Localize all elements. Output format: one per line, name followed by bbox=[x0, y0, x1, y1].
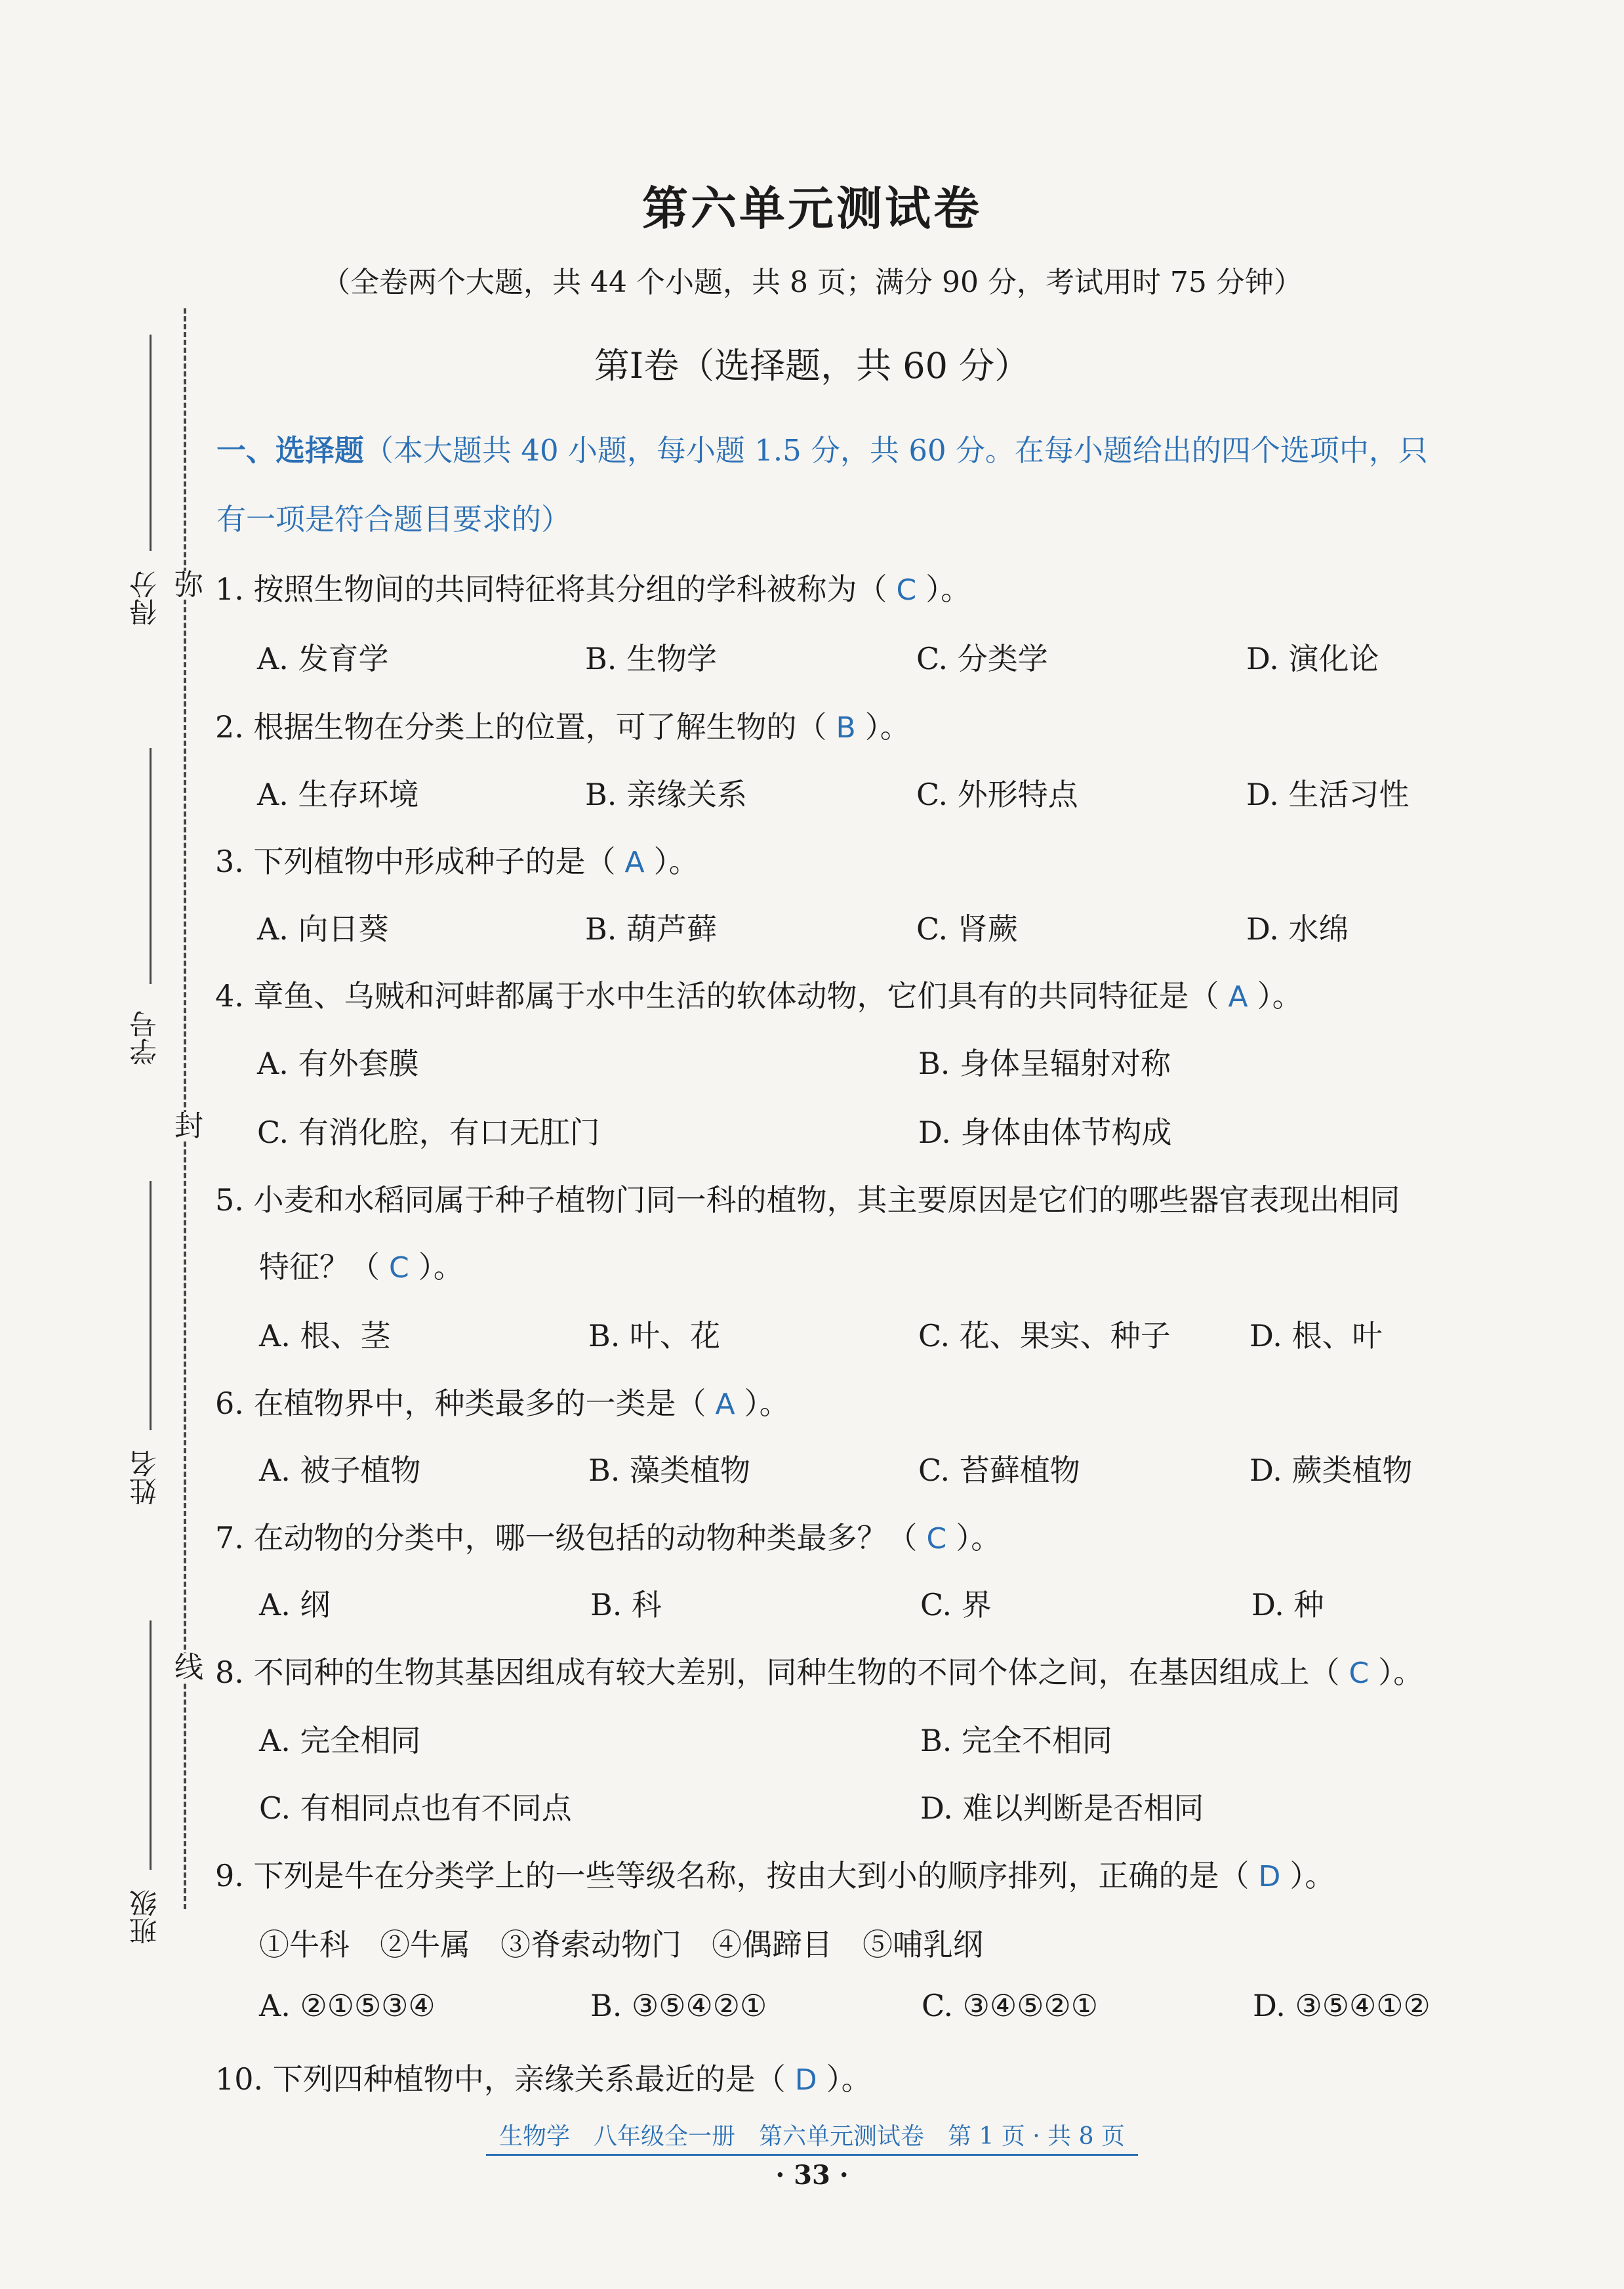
question-7: 7. 在动物的分类中，哪一级包括的动物种类最多？（ C ）。 bbox=[215, 1520, 1002, 1556]
q8-option-d: D. 难以判断是否相同 bbox=[920, 1790, 1204, 1826]
name-blank-line bbox=[150, 1181, 152, 1430]
question-4: 4. 章鱼、乌贼和河蚌都属于水中生活的软体动物，它们具有的共同特征是（ A ）。 bbox=[215, 978, 1303, 1014]
q5-option-a: A. 根、茎 bbox=[259, 1318, 391, 1353]
q3-option-a: A. 向日葵 bbox=[257, 911, 389, 947]
question-5-line-2: 特征？（ C ）。 bbox=[259, 1249, 464, 1285]
q6-option-d: D. 蕨类植物 bbox=[1249, 1453, 1413, 1488]
q6-option-a: A. 被子植物 bbox=[259, 1453, 421, 1488]
q4-option-a: A. 有外套膜 bbox=[257, 1046, 419, 1081]
q3-option-d: D. 水绵 bbox=[1246, 911, 1349, 947]
q6-option-c: C. 苔藓植物 bbox=[918, 1453, 1080, 1488]
answer-2: B bbox=[836, 711, 856, 745]
q1-option-b: B. 生物学 bbox=[585, 641, 718, 676]
q2-option-a: A. 生存环境 bbox=[257, 777, 419, 812]
question-1: 1. 按照生物间的共同特征将其分组的学科被称为（ C ）。 bbox=[215, 571, 971, 607]
answer-1: C bbox=[896, 573, 917, 607]
q5-option-d: D. 根、叶 bbox=[1249, 1318, 1383, 1353]
q3-option-c: C. 肾蕨 bbox=[916, 911, 1018, 947]
q9-option-a: A. ②①⑤③④ bbox=[259, 1988, 436, 2023]
answer-4: A bbox=[1228, 980, 1248, 1014]
question-2: 2. 根据生物在分类上的位置，可了解生物的（ B ）。 bbox=[215, 709, 910, 745]
answer-6: A bbox=[715, 1388, 735, 1421]
student-id-label: 学号 bbox=[129, 1010, 161, 1065]
question-8: 8. 不同种的生物其基因组成有较大差别，同种生物的不同个体之间，在基因组成上（ C ）。 bbox=[215, 1655, 1424, 1690]
exam-info: （全卷两个大题，共 44 个小题，共 8 页；满分 90 分，考试用时 75 分钟） bbox=[321, 266, 1303, 299]
section-heading bbox=[216, 426, 1428, 469]
q9-option-d: D. ③⑤④①② bbox=[1253, 1988, 1431, 2023]
question-5: 5. 小麦和水稻同属于种子植物门同一科的植物，其主要原因是它们的哪些器官表现出相同 bbox=[215, 1182, 1400, 1218]
q6-option-b: B. 藻类植物 bbox=[588, 1453, 751, 1488]
section-desc-2: 有一项是符合题目要求的） bbox=[216, 502, 571, 537]
q8-option-b: B. 完全不相同 bbox=[920, 1723, 1113, 1758]
q1-option-a: A. 发育学 bbox=[257, 641, 389, 676]
q5-option-c: C. 花、果实、种子 bbox=[918, 1318, 1171, 1353]
answer-5: C bbox=[389, 1251, 409, 1285]
question-9: 9. 下列是牛在分类学上的一些等级名称，按由大到小的顺序排列，正确的是（ D ）。 bbox=[215, 1858, 1335, 1893]
q3-option-b: B. 葫芦藓 bbox=[585, 911, 718, 947]
seal-word-feng: 封 bbox=[174, 1109, 203, 1143]
answer-8: C bbox=[1349, 1657, 1370, 1690]
q4-option-d: D. 身体由体节构成 bbox=[918, 1115, 1172, 1150]
q9-option-b: B. ③⑤④②① bbox=[590, 1988, 767, 2023]
name-label: 姓名 bbox=[129, 1450, 161, 1505]
section-label: 一、选择题 bbox=[216, 433, 365, 468]
part-title: 第Ⅰ卷（选择题，共 60 分） bbox=[594, 345, 1030, 386]
answer-7: C bbox=[926, 1522, 947, 1556]
q1-option-d: D. 演化论 bbox=[1246, 641, 1379, 676]
q9-option-c: C. ③④⑤②① bbox=[922, 1988, 1098, 2023]
q1-option-c: C. 分类学 bbox=[916, 641, 1048, 676]
q4-option-b: B. 身体呈辐射对称 bbox=[918, 1046, 1171, 1081]
question-3: 3. 下列植物中形成种子的是（ A ）。 bbox=[215, 844, 699, 879]
q8-option-a: A. 完全相同 bbox=[259, 1723, 421, 1758]
q7-option-a: A. 纲 bbox=[259, 1587, 331, 1622]
q9-rank-list: ①牛科 ②牛属 ③脊索动物门 ④偶蹄目 ⑤哺乳纲 bbox=[259, 1927, 983, 1962]
q2-option-d: D. 生活习性 bbox=[1246, 777, 1410, 812]
score-label: 得分 bbox=[129, 571, 161, 626]
page-number: · 33 · bbox=[775, 2160, 849, 2191]
class-blank-line bbox=[150, 1620, 152, 1870]
q2-option-b: B. 亲缘关系 bbox=[585, 777, 748, 812]
q4-option-c: C. 有消化腔，有口无肛门 bbox=[257, 1115, 600, 1150]
q2-option-c: C. 外形特点 bbox=[916, 777, 1078, 812]
answer-3: A bbox=[624, 846, 645, 879]
page-footer: 生物学 八年级全一册 第六单元测试卷 第 1 页 · 共 8 页 bbox=[0, 2118, 1624, 2151]
answer-10: D bbox=[794, 2063, 817, 2097]
student-id-blank-line bbox=[150, 748, 152, 984]
seal-word-mi: 弥 bbox=[174, 568, 203, 602]
q7-option-c: C. 界 bbox=[920, 1587, 992, 1622]
q5-option-b: B. 叶、花 bbox=[588, 1318, 721, 1353]
q7-option-d: D. 种 bbox=[1251, 1587, 1324, 1622]
answer-9: D bbox=[1258, 1860, 1281, 1893]
q7-option-b: B. 科 bbox=[590, 1587, 662, 1622]
question-10: 10. 下列四种植物中，亲缘关系最近的是（ D ）。 bbox=[215, 2061, 872, 2097]
seal-word-xian: 线 bbox=[174, 1651, 203, 1684]
section-desc-1: （本大题共 40 小题，每小题 1.5 分，共 60 分。在每小题给出的四个选项中，只 bbox=[364, 433, 1428, 468]
page-title: 第六单元测试卷 bbox=[642, 181, 982, 236]
question-6: 6. 在植物界中，种类最多的一类是（ A ）。 bbox=[215, 1386, 790, 1421]
q8-option-c: C. 有相同点也有不同点 bbox=[259, 1790, 572, 1826]
class-label: 班级 bbox=[129, 1889, 161, 1945]
